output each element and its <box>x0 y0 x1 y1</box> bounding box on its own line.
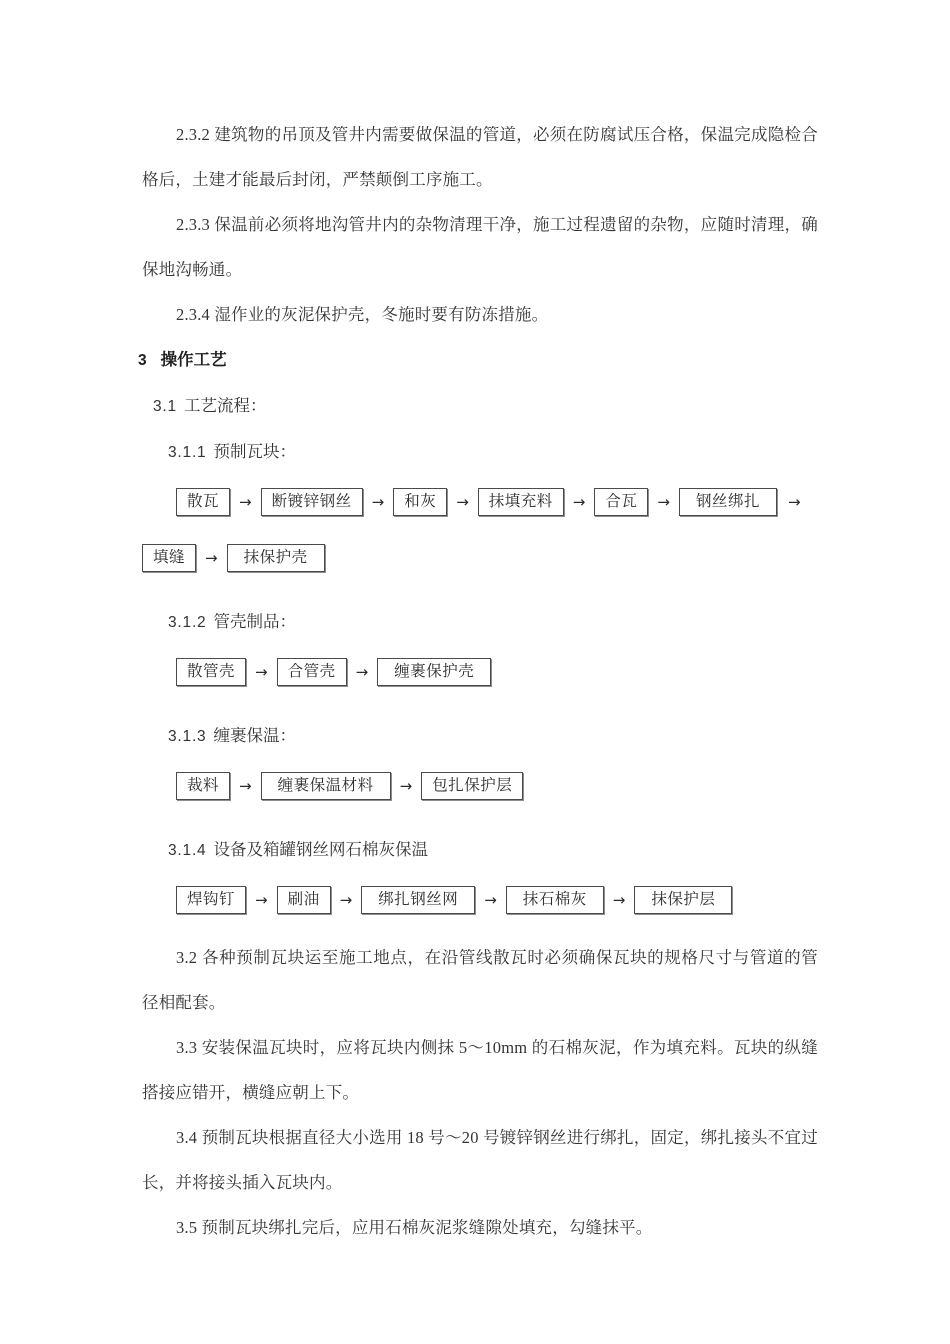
flow-node-changuo-baowen-cailiao: 缠裹保温材料 <box>261 772 391 800</box>
spacer <box>142 523 818 537</box>
flow-node-mo-tianchongliao: 抹填充料 <box>478 488 564 516</box>
flow-node-san-wa: 散瓦 <box>176 488 230 516</box>
flow-node-he-wa: 合瓦 <box>594 488 648 516</box>
heading-3-1-3-title: 缠裹保温： <box>213 726 296 745</box>
flow-node-shua-you: 刷油 <box>277 886 331 914</box>
paragraph-2-3-3: 2.3.3 保温前必须将地沟管井内的杂物清理干净，施工过程遗留的杂物，应随时清理，确保地沟畅通。 <box>142 215 818 279</box>
heading-3-1-1-title: 预制瓦块： <box>213 442 296 461</box>
flow-node-duan-duxin-gangsi: 断镀锌钢丝 <box>261 488 363 516</box>
heading-3-operation-process <box>138 337 818 383</box>
heading-3-1-4-title: 设备及箱罐钢丝网石棉灰保温 <box>213 840 428 859</box>
heading-3-1-3-wrap-insulation <box>168 713 818 759</box>
heading-3-1-2-pipe-shell <box>168 599 818 645</box>
flow-node-tian-feng: 填缝 <box>142 544 196 572</box>
heading-3-1-4-number: 3.1.4 <box>168 842 207 859</box>
arrow-icon: → <box>572 492 586 511</box>
flow-node-mo-shimianhui: 抹石棉灰 <box>506 886 604 914</box>
flow-node-mo-baohuceng: 抹保护层 <box>634 886 732 914</box>
heading-3-number: 3 <box>138 352 147 369</box>
arrow-icon: → <box>239 776 252 795</box>
flow-node-he-guanke: 合管壳 <box>277 658 347 686</box>
arrow-icon: → <box>612 890 626 909</box>
paragraph-3-4: 3.4 预制瓦块根据直径大小选用 18 号～20 号镀锌钢丝进行绑扎，固定，绑扎接头不宜过长，并将接头插入瓦块内。 <box>142 1128 818 1192</box>
flowchart-precast-tile-row-1 <box>176 481 818 523</box>
arrow-icon: → <box>456 492 469 511</box>
flow-node-han-gouding: 焊钩钉 <box>176 886 246 914</box>
spacer <box>142 693 818 713</box>
arrow-icon: → <box>657 492 670 511</box>
arrow-icon: → <box>205 548 218 567</box>
flow-node-he-hui: 和灰 <box>393 488 447 516</box>
flowchart-equipment-mesh <box>176 879 818 921</box>
arrow-icon: → <box>239 492 252 511</box>
flow-node-cai-liao: 裁料 <box>176 772 230 800</box>
paragraph-3-2: 3.2 各种预制瓦块运至施工地点，在沿管线散瓦时必须确保瓦块的规格尺寸与管道的管径相配套。 <box>142 948 818 1012</box>
heading-3-1-2-title: 管壳制品： <box>213 612 296 631</box>
heading-3-1-1-precast-tile <box>168 429 818 475</box>
spacer <box>142 807 818 827</box>
heading-3-1-2-number: 3.1.2 <box>168 614 207 631</box>
heading-3-1-4-equipment-mesh <box>168 827 818 873</box>
flow-node-gangsi-bangzha: 钢丝绑扎 <box>679 488 777 516</box>
arrow-icon: → <box>484 890 497 909</box>
flow-node-san-guanke: 散管壳 <box>176 658 246 686</box>
paragraph-2-3-4: 2.3.4 湿作业的灰泥保护壳，冬施时要有防冻措施。 <box>176 305 549 324</box>
paragraph-3-3: 3.3 安装保温瓦块时，应将瓦块内侧抹 5～10mm 的石棉灰泥，作为填充料。瓦块的纵缝搭接应错开，横缝应朝上下。 <box>142 1038 818 1102</box>
arrow-icon: → <box>371 492 385 511</box>
flow-node-bangzha-gangsiwang: 绑扎钢丝网 <box>361 886 475 914</box>
flow-node-changuo-baohuke: 缠裹保护壳 <box>377 658 491 686</box>
arrow-icon: → <box>339 890 353 909</box>
arrow-icon: → <box>355 662 369 681</box>
flowchart-pipe-shell <box>176 651 818 693</box>
heading-3-1-3-number: 3.1.3 <box>168 728 207 745</box>
heading-3-title: 操作工艺 <box>160 350 227 369</box>
document-body <box>138 112 818 1250</box>
flow-node-baozha-baohuceng: 包扎保护层 <box>421 772 523 800</box>
arrow-icon: → <box>787 492 801 511</box>
flowchart-wrap-insulation <box>176 765 818 807</box>
heading-3-1-title: 工艺流程： <box>183 396 267 415</box>
arrow-icon: → <box>255 662 268 681</box>
heading-3-1-number: 3.1 <box>153 398 177 415</box>
heading-3-1-process-flow <box>153 383 818 429</box>
flowchart-precast-tile-row-2 <box>142 537 818 579</box>
spacer <box>142 579 818 599</box>
arrow-icon: → <box>399 776 413 795</box>
paragraph-3-5: 3.5 预制瓦块绑扎完后，应用石棉灰泥浆缝隙处填充，勾缝抹平。 <box>176 1218 653 1237</box>
heading-3-1-1-number: 3.1.1 <box>168 444 207 461</box>
spacer <box>142 921 818 935</box>
paragraph-2-3-2: 2.3.2 建筑物的吊顶及管井内需要做保温的管道，必须在防腐试压合格，保温完成隐检合格后，土建才能最后封闭，严禁颠倒工序施工。 <box>142 125 818 189</box>
flow-node-mo-baohuke: 抹保护壳 <box>227 544 325 572</box>
arrow-icon: → <box>255 890 268 909</box>
